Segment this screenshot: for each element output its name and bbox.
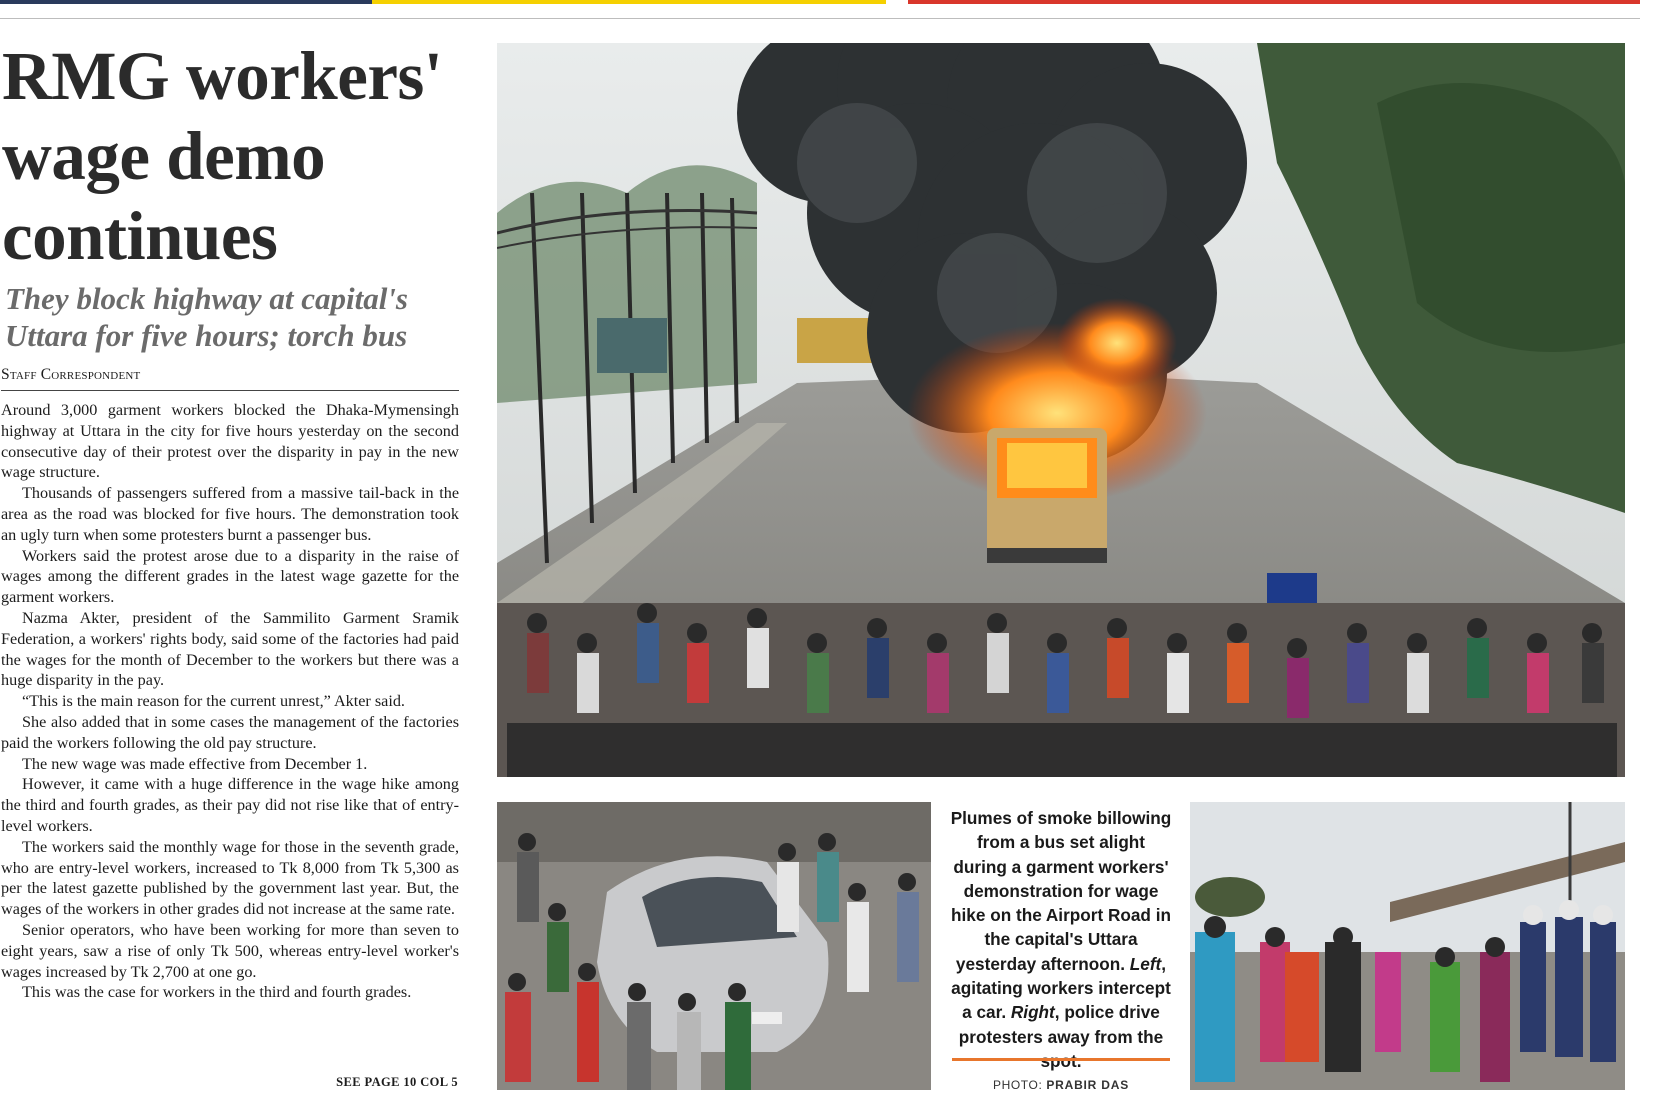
paragraph: The workers said the monthly wage for those in the seventh grade, who are entry-level workers, increased to Tk 8,000 from Tk 5,300 as per the latest gazette published by the government last year. But, the wages of the workers in other grades did not increase at the same rate.: [1, 837, 459, 919]
paragraph: The new wage was made effective from December 1.: [22, 754, 368, 773]
main-photo-burning-bus: [497, 43, 1625, 777]
paragraph: Senior operators, who have been working for more than seven to eight years, saw a rise of only Tk 500, whereas entry-level worker's wages increased by Tk 2,700 at one go.: [1, 920, 459, 981]
paragraph: This was the case for workers in the third and fourth grades.: [22, 983, 412, 1002]
photo-caption: [950, 806, 1172, 1073]
credit-name: PRABIR DAS: [1046, 1078, 1129, 1092]
photo-credit: [952, 1078, 1170, 1092]
paragraph: However, it came with a huge difference in the wage hike among the third and fourth grades, as their pay did not rise like that of entry-level workers.: [1, 775, 459, 835]
paragraph: Workers said the protest arose due to a disparity in the raise of wages among the different grades in the latest wage gazette for the garment workers.: [1, 546, 459, 607]
paragraph: Thousands of passengers suffered from a massive tail-back in the area as the road was blocked for five hours. The demonstration took an ugly turn when some protesters burnt a passenger bus.: [1, 484, 459, 544]
caption-text-3: , police drive protesters away from the: [958, 1002, 1164, 1047]
bar-navy: [0, 0, 372, 4]
paragraph: She also added that in some cases the management of the factories paid the workers following the old pay structure.: [1, 712, 459, 752]
caption-text-2: , agitating workers intercept a car.: [951, 953, 1171, 1023]
masthead-color-bar: [0, 0, 1655, 5]
car-intercept-illustration: [497, 802, 931, 1090]
caption-rule: [952, 1058, 1170, 1061]
photo-police-drive: [1190, 802, 1625, 1090]
jump-line: SEE PAGE 10 COL 5: [336, 1075, 458, 1089]
paragraph: Nazma Akter, president of the Sammilito Garment Sramik Federation, a workers' rights body, said some of the factories had paid the wages for the month of December to the workers but there was a huge disparity in the pay.: [1, 608, 459, 690]
bar-yellow: [372, 0, 886, 4]
paragraph: Around 3,000 garment workers blocked the Dhaka-Mymensingh highway at Uttara in the city for five hours yesterday on the second consecutive day of their protest over the disparity in pay in the new wage structure.: [1, 401, 459, 482]
top-rule: [0, 18, 1640, 19]
paragraph: “This is the main reason for the current unrest,” Akter said.: [22, 692, 405, 711]
bar-red: [908, 0, 1640, 4]
photo-car-intercept: [497, 802, 931, 1090]
burning-bus-illustration: [497, 43, 1625, 777]
headline: RMG workers' wage demo continues: [2, 38, 443, 274]
byline: Staff Correspondent: [1, 366, 459, 391]
credit-label: PHOTO:: [993, 1078, 1043, 1092]
caption-text-1: Plumes of smoke billowing from a bus set alight during a garment workers' demonstration for wage hike on the Airport Road in the capital's Uttara yesterday afternoon.: [950, 808, 1172, 974]
deck-subheadline: They block highway at capital's Uttara for five hours; torch bus: [5, 281, 408, 353]
caption-right-label: Right: [1010, 1002, 1055, 1023]
police-drive-illustration: [1190, 802, 1625, 1090]
article-body: [1, 400, 459, 1003]
caption-left-label: Left: [1129, 953, 1162, 974]
